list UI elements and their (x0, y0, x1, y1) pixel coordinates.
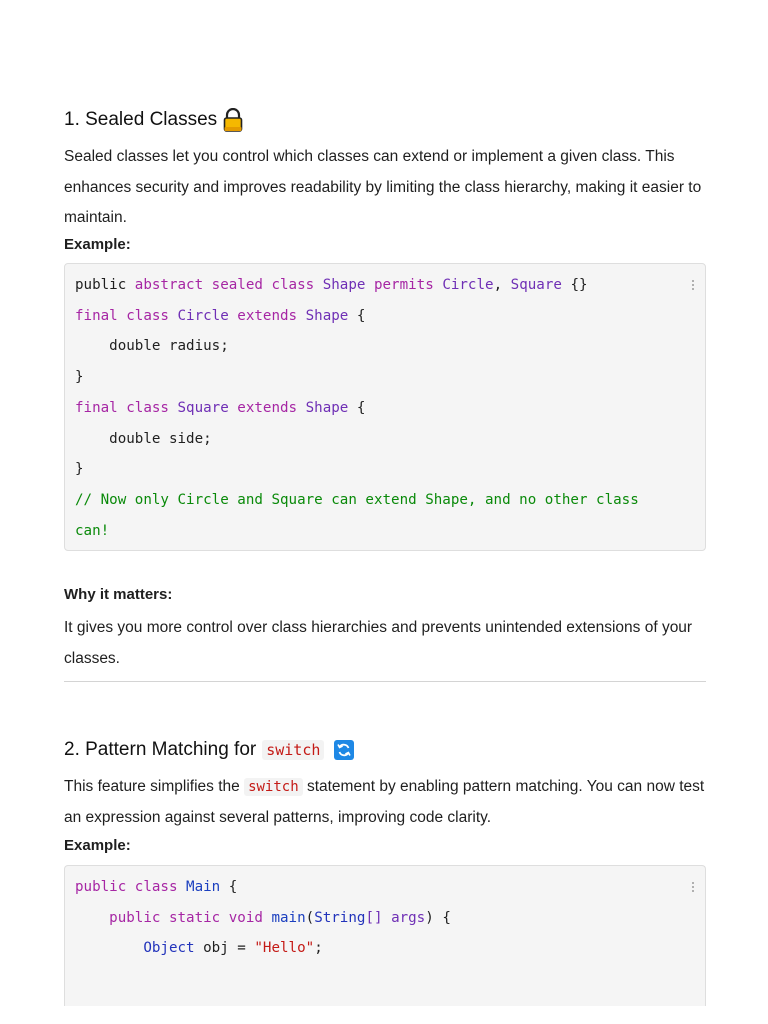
lock-icon (223, 108, 243, 132)
code-token-string: "Hello" (254, 940, 315, 957)
code-line (75, 400, 365, 416)
code-comment: // Now only Circle and Square can extend Shape, and no other class (75, 491, 639, 508)
code-token-indent (75, 910, 109, 926)
sealed-classes-description: Sealed classes let you control which classes can extend or implement a given class. This enhances security and improves readability by limiting the class hierarchy, making it easier to maintain. (64, 148, 702, 226)
code-token-punct: {} (561, 277, 588, 293)
inline-code-switch: switch (262, 740, 324, 760)
code-token-function: main (271, 909, 306, 926)
code-token-type: Shape (305, 399, 349, 416)
code-token-type: Shape (322, 277, 374, 293)
code-token-indent (75, 940, 143, 956)
code-line (75, 940, 323, 956)
section-heading-sealed-classes (64, 107, 243, 133)
code-line: double radius; (75, 338, 229, 355)
code-block-menu-icon[interactable] (691, 278, 695, 292)
code-token-keyword: final class (75, 307, 178, 324)
code-token-keyword: abstract sealed class (134, 277, 323, 293)
code-line: } (75, 461, 84, 478)
code-token-punct: ) { (425, 909, 451, 926)
code-token-keyword: permits (373, 277, 443, 293)
code-token-keyword: extends (237, 399, 306, 416)
code-token-type: Circle (177, 307, 238, 324)
section-title: 2. Pattern Matching for (64, 739, 257, 760)
code-line (75, 277, 588, 293)
description-text: This feature simplifies the (64, 778, 240, 795)
section-divider (64, 681, 706, 682)
code-block-pattern-matching (64, 865, 706, 1006)
why-it-matters-label: Why it matters: (64, 586, 173, 603)
code-token-type: Circle (442, 277, 494, 293)
code-token-punct: { (348, 399, 366, 416)
code-token-punct: [] (365, 909, 392, 926)
code-token-type: Object (143, 940, 195, 957)
code-content (65, 264, 705, 546)
code-token-plain: obj = (194, 940, 255, 957)
example-label: Example: (64, 236, 131, 253)
code-token-punct: { (348, 307, 366, 324)
code-token-type: Square (177, 399, 238, 416)
code-token-keyword: public (75, 277, 135, 293)
code-comment: can! (75, 522, 110, 539)
code-block-menu-icon[interactable] (691, 880, 695, 894)
code-token-type: Square (510, 277, 562, 293)
code-token-keyword: public class (75, 879, 187, 895)
code-token-type: Main (186, 879, 221, 895)
code-token-punct: ; (314, 940, 323, 957)
code-line: double side; (75, 430, 212, 447)
sync-icon (334, 740, 354, 760)
section-title: 1. Sealed Classes (64, 109, 218, 130)
inline-code-switch: switch (244, 778, 303, 796)
code-token-keyword: final class (75, 399, 178, 416)
code-line (75, 879, 237, 895)
code-token-keyword: extends (237, 307, 306, 324)
description-text: statement by enabling pattern matching. You can now test an expression against several patterns, improving code clarity. (64, 778, 705, 826)
code-token-punct: ( (305, 909, 315, 926)
section-heading-pattern-matching (64, 737, 354, 763)
code-line (75, 910, 451, 926)
code-token-type: String (314, 909, 366, 926)
code-block-sealed-classes (64, 263, 706, 551)
code-token-punct: , (493, 277, 511, 293)
why-it-matters-text: It gives you more control over class hierarchies and prevents unintended extensions of your classes. (64, 619, 693, 667)
example-label: Example: (64, 837, 131, 854)
code-line (75, 308, 365, 324)
code-token-punct: { (220, 879, 238, 895)
code-token-keyword: public static void (109, 909, 272, 926)
code-token-type: Shape (305, 307, 349, 324)
code-line: } (75, 369, 84, 386)
pattern-matching-description (64, 772, 706, 833)
code-token-param: args (391, 909, 426, 926)
code-content (65, 866, 705, 964)
